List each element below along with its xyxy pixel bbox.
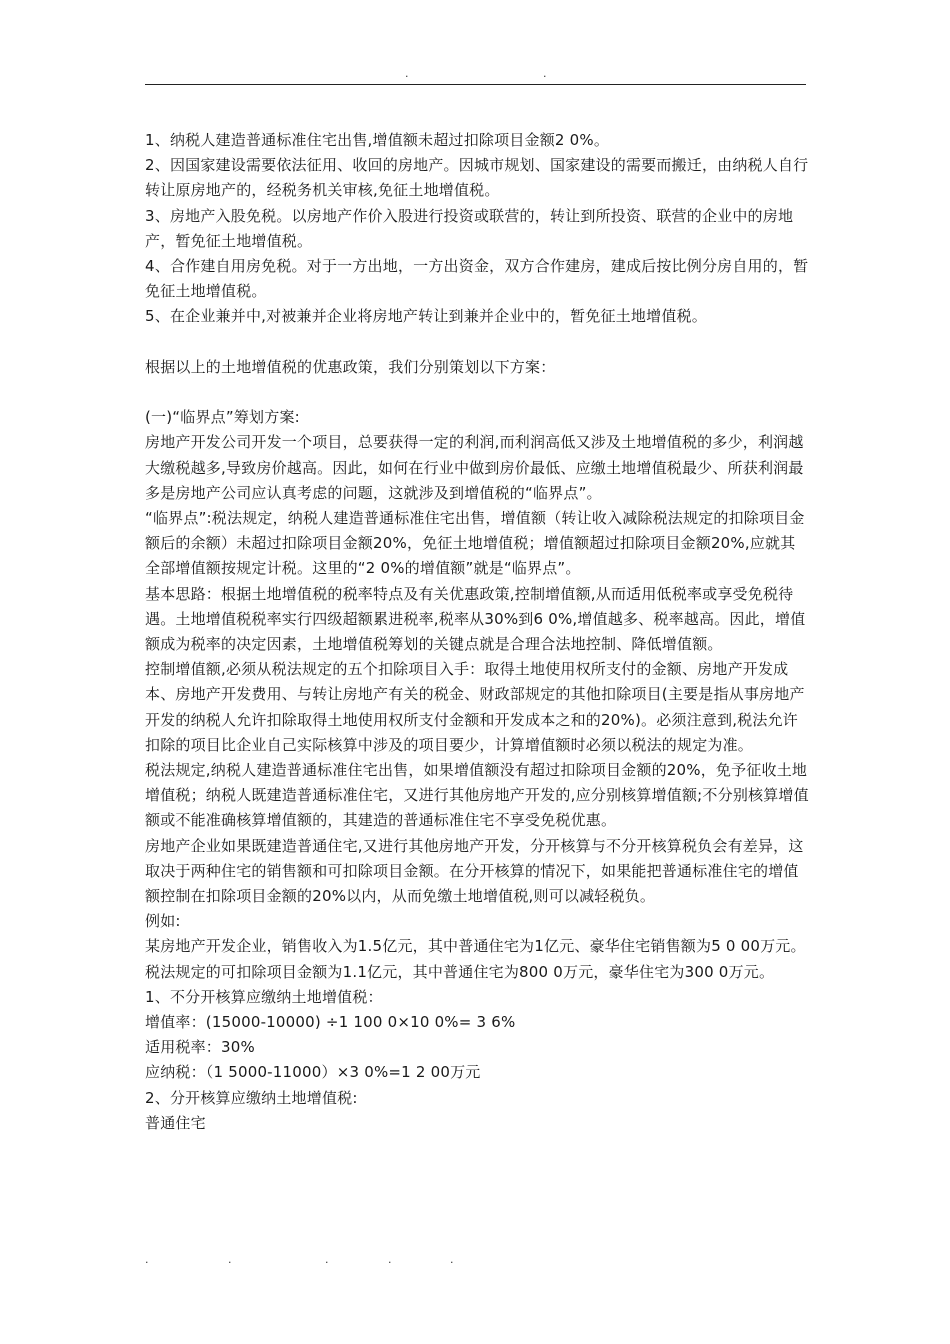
page-footer [145, 1254, 475, 1268]
paragraph: 普通住宅 [145, 1113, 206, 1132]
paragraph: 3、房地产入股免税。以房地产作价入股进行投资或联营的，转让到所投资、联营的企业中的房地产，暂免征土地增值税。 [145, 206, 794, 250]
section-heading: (一)“临界点”筹划方案: [145, 408, 300, 427]
paragraph: 基本思路：根据土地增值税的税率特点及有关优惠政策,控制增值额,从而适用低税率或享受免税待遇。土地增值税税率实行四级超额累进税率,税率从30%到6 0%,增值越多、税率越高。因此，增值额成为税率的决定因素，土地增值税筹划的关键点就是合理合法地控制、降低增值额。 [145, 584, 806, 654]
paragraph: 控制增值额,必须从税法规定的五个扣除项目入手：取得土地使用权所支付的金额、房地产开发成本、房地产开发费用、与转让房地产有关的税金、财政部规定的其他扣除项目(主要是指从事房地产开发的纳税人允许扣除取得土地使用权所支付金额和开发成本之和的20%)。必须注意到,税法允许扣除的项目比企业自己实际核算中涉及的项目要少，计算增值额时必须以税法的规定为准。 [145, 660, 805, 754]
footer-dot: . [228, 1253, 232, 1266]
footer-dot: . [145, 1253, 149, 1266]
paragraph: 根据以上的土地增值税的优惠政策，我们分别策划以下方案： [145, 357, 556, 376]
header-dot: . [405, 67, 409, 80]
paragraph: 4、合作建自用房免税。对于一方出地，一方出资金，双方合作建房，建成后按比例分房自用的，暂免征土地增值税。 [145, 257, 809, 301]
blank-line [145, 380, 810, 405]
paragraph: 1、不分开核算应缴纳土地增值税： [145, 987, 383, 1006]
paragraph: 2、分开核算应缴纳土地增值税: [145, 1088, 358, 1107]
footer-dot: . [450, 1253, 454, 1266]
formula-line: 增值率：(15000-10000) ÷1 100 0×10 0%= 3 6% [145, 1013, 516, 1032]
footer-dot: . [325, 1253, 329, 1266]
header-dot: . [543, 67, 547, 80]
paragraph: 5、在企业兼并中,对被兼并企业将房地产转让到兼并企业中的，暂免征土地增值税。 [145, 307, 707, 326]
paragraph: 2、因国家建设需要依法征用、收回的房地产。因城市规划、国家建设的需要而搬迁，由纳税人自行转让原房地产的，经税务机关审核,免征土地增值税。 [145, 156, 809, 200]
paragraph: 税法规定,纳税人建造普通标准住宅出售，如果增值额没有超过扣除项目金额的20%，免予征收土地增值税；纳税人既建造普通标准住宅，又进行其他房地产开发的,应分别核算增值额;不分别核算增值额或不能准确核算增值额的，其建造的普通标准住宅不享受免税优惠。 [145, 761, 809, 830]
footer-dot: . [388, 1253, 392, 1266]
paragraph: 例如: [145, 912, 181, 931]
document-body [145, 128, 810, 1136]
page-header [145, 68, 805, 82]
paragraph: 房地产开发公司开发一个项目，总要获得一定的利润,而利润高低又涉及土地增值税的多少，利润越大缴税越多,导致房价越高。因此，如何在行业中做到房价最低、应缴土地增值税最少、所获利润最多是房地产公司应认真考虑的问题，这就涉及到增值税的“临界点”。 [145, 433, 804, 502]
paragraph: 1、纳税人建造普通标准住宅出售,增值额未超过扣除项目金额2 0%。 [145, 131, 610, 149]
paragraph: 某房地产开发企业，销售收入为1.5亿元，其中普通住宅为1亿元、豪华住宅销售额为5 0 00万元。税法规定的可扣除项目金额为1.1亿元，其中普通住宅为800 0万元，豪华住宅为300 0万元。 [145, 937, 806, 981]
header-rule [145, 84, 806, 85]
formula-line: 应纳税：（1 5000-11000）×3 0%=1 2 00万元 [145, 1063, 481, 1082]
paragraph: “临界点”:税法规定，纳税人建造普通标准住宅出售，增值额（转让收入减除税法规定的扣除项目金额后的余额）未超过扣除项目金额20%，免征土地增值税；增值额超过扣除项目金额20%,应就其全部增值额按规定计税。这里的“2 0%的增值额”就是“临界点”。 [145, 509, 805, 578]
paragraph: 房地产企业如果既建造普通住宅,又进行其他房地产开发，分开核算与不分开核算税负会有差异，这取决于两种住宅的销售额和可扣除项目金额。在分开核算的情况下，如果能把普通标准住宅的增值额控制在扣除项目金额的20%以内，从而免缴土地增值税,则可以减轻税负。 [145, 836, 804, 906]
formula-line: 适用税率：30% [145, 1038, 255, 1057]
blank-line [145, 330, 810, 355]
